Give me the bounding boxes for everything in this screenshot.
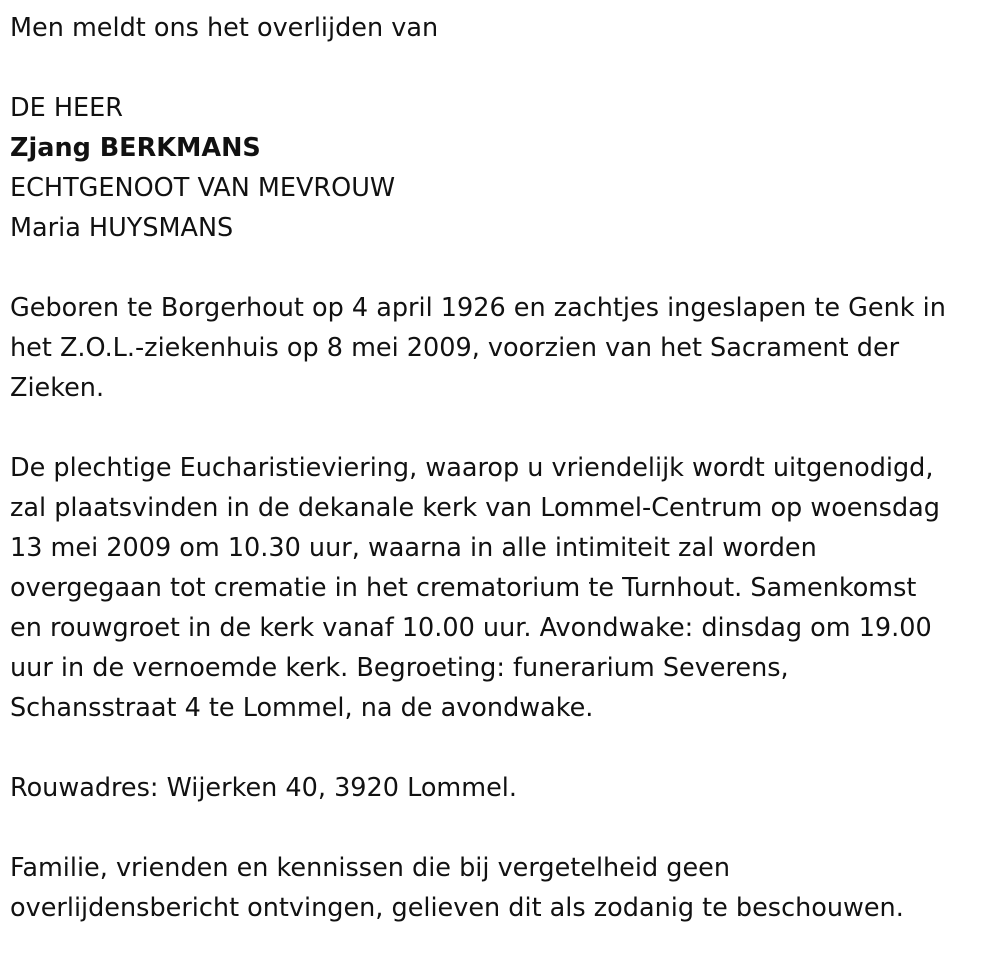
deceased-name: Zjang BERKMANS bbox=[10, 133, 261, 163]
closing-paragraph bbox=[10, 848, 990, 928]
spacer bbox=[10, 728, 990, 768]
paragraph-line: Geboren te Borgerhout op 4 april 1926 en zachtjes ingeslapen te Genk in bbox=[10, 293, 946, 323]
intro-text: Men meldt ons het overlijden van bbox=[10, 13, 439, 43]
spouse-name: Maria HUYSMANS bbox=[10, 213, 234, 243]
paragraph-line: en rouwgroet in de kerk vanaf 10.00 uur. Avondwake: dinsdag om 19.00 bbox=[10, 613, 932, 643]
mourning-address: Rouwadres: Wijerken 40, 3920 Lommel. bbox=[10, 773, 517, 803]
paragraph-line: uur in de vernoemde kerk. Begroeting: funerarium Severens, bbox=[10, 653, 789, 683]
spacer bbox=[10, 248, 990, 288]
paragraph-line: zal plaatsvinden in de dekanale kerk van Lommel-Centrum op woensdag bbox=[10, 493, 940, 523]
ceremony-paragraph bbox=[10, 448, 990, 728]
spacer bbox=[10, 808, 990, 848]
paragraph-line: het Z.O.L.-ziekenhuis op 8 mei 2009, voorzien van het Sacrament der bbox=[10, 333, 900, 363]
paragraph-line: Zieken. bbox=[10, 373, 105, 403]
paragraph-line: 13 mei 2009 om 10.30 uur, waarna in alle intimiteit zal worden bbox=[10, 533, 817, 563]
title-line: DE HEER bbox=[10, 93, 123, 123]
paragraph-line: Familie, vrienden en kennissen die bij vergetelheid geen bbox=[10, 853, 730, 883]
spouse-label: ECHTGENOOT VAN MEVROUW bbox=[10, 173, 396, 203]
paragraph-line: overlijdensbericht ontvingen, gelieven dit als zodanig te beschouwen. bbox=[10, 893, 904, 923]
birth-death-paragraph bbox=[10, 288, 990, 408]
paragraph-line: Schansstraat 4 te Lommel, na de avondwake. bbox=[10, 693, 594, 723]
spacer bbox=[10, 408, 990, 448]
spacer bbox=[10, 48, 990, 88]
paragraph-line: overgegaan tot crematie in het crematorium te Turnhout. Samenkomst bbox=[10, 573, 917, 603]
paragraph-line: De plechtige Eucharistieviering, waarop u vriendelijk wordt uitgenodigd, bbox=[10, 453, 934, 483]
